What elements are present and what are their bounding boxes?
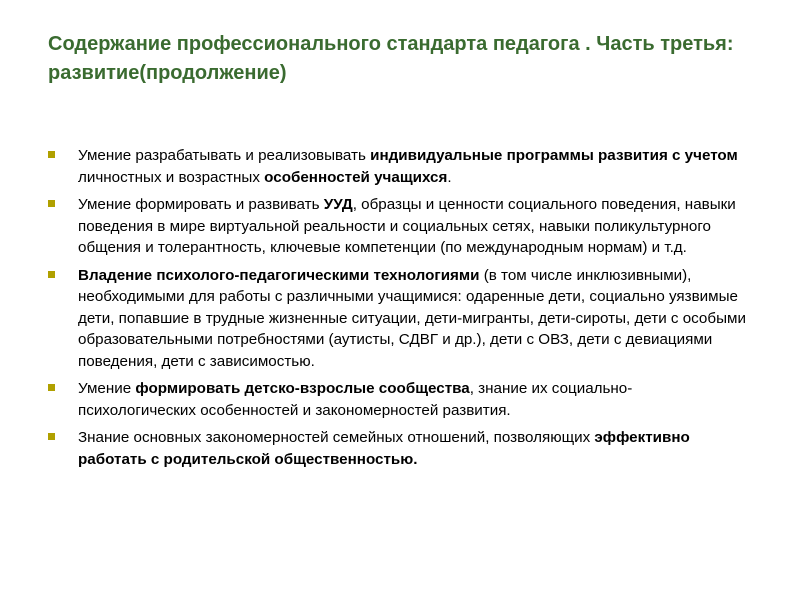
bullet-list (48, 145, 748, 476)
slide-title: Содержание профессионального стандарта педагога . Часть третья: развитие(продолжение) (48, 33, 734, 84)
bold-text: УУД (323, 196, 353, 213)
bullet-item (48, 265, 748, 373)
bold-text: Владение психолого-педагогическими технологиями (78, 266, 480, 284)
text-segment: Знание основных закономерностей семейных отношений, позволяющих (78, 429, 595, 446)
text-segment: Умение разрабатывать и реализовывать (78, 147, 371, 164)
square-bullet-icon (48, 151, 55, 158)
bold-text: индивидуальные программы развития с учетом (370, 147, 738, 164)
bullet-item (48, 378, 748, 421)
text-segment: . (447, 168, 452, 186)
square-bullet-icon (48, 384, 55, 391)
bullet-item (48, 145, 748, 188)
text-segment: Умение формировать и развивать (78, 196, 324, 213)
text-segment: , знание их социально-психологических особенностей и закономерностей развития. (78, 380, 633, 419)
bullet-item (48, 427, 748, 470)
text-segment: (в том числе инклюзивными), необходимыми для работы с различными учащимися: одаренные дети, социально уязвимые дети, попавшие в трудные жизненные ситуации, дети-мигранты, дети-сироты, дети с особыми образовательными потребностями (аутисты, СДВГ и др.), дети с ОВЗ, дети с девиациями поведения, дети с зависимостью. (78, 266, 746, 370)
bold-text: формировать детско-взрослые сообщества (135, 380, 470, 397)
square-bullet-icon (48, 200, 55, 207)
square-bullet-icon (48, 271, 55, 278)
square-bullet-icon (48, 433, 55, 440)
bullet-item (48, 194, 748, 259)
text-segment: Умение (78, 380, 136, 397)
bold-text: эффективно работать с родительской общественностью. (78, 429, 690, 468)
text-segment: , образцы и ценности социального поведения, навыки поведения в мире виртуальной реальности и социальных сетях, навыки поликультурного общения и толерантность, ключевые компетенции (по международным нормам) и т.д. (78, 196, 736, 256)
text-segment: личностных и возрастных (78, 168, 265, 186)
bold-text: особенностей учащихся (264, 168, 448, 186)
